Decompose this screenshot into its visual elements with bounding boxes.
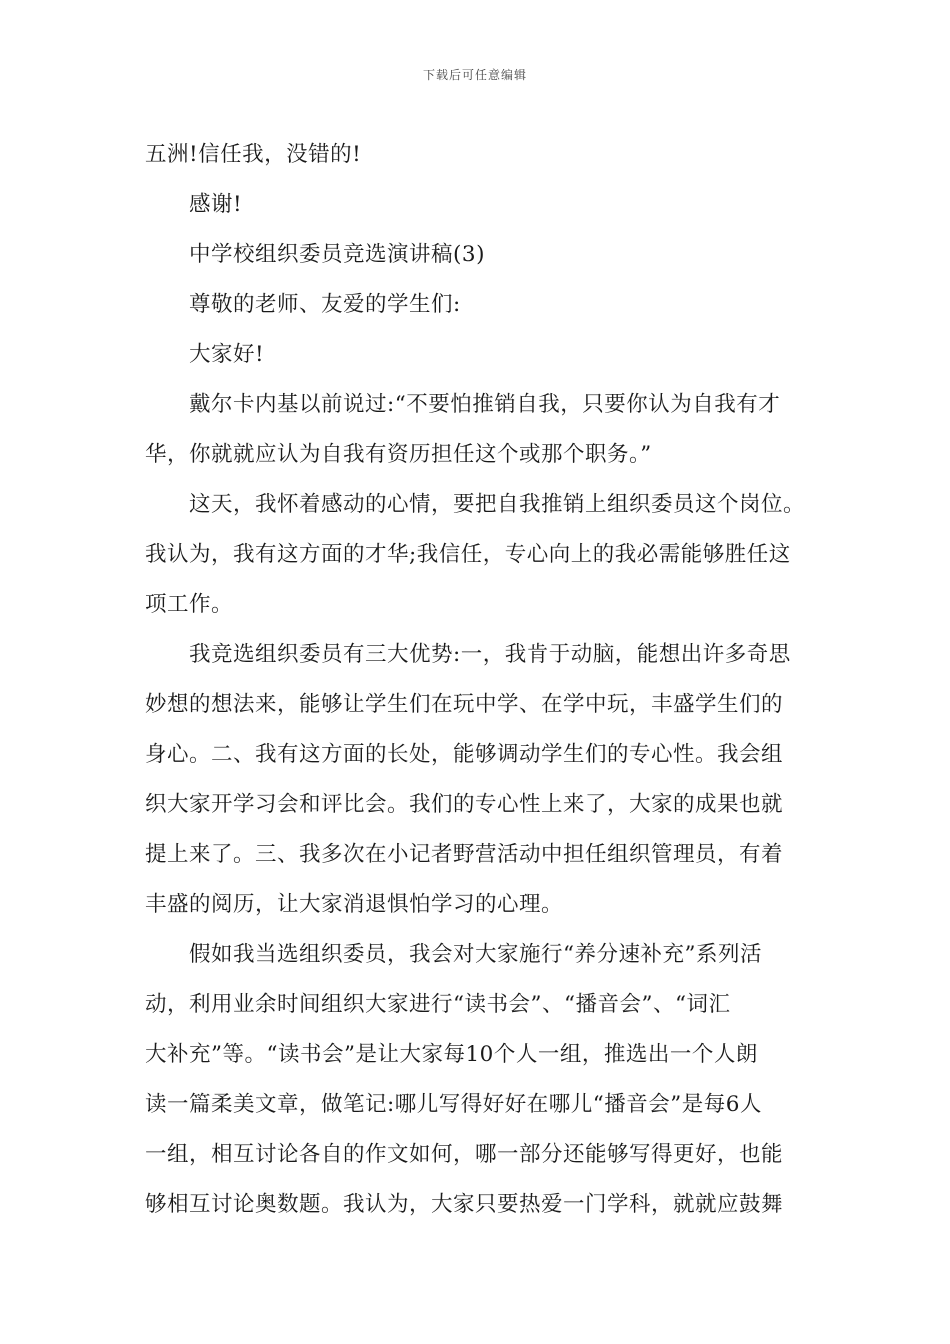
text-line: 我认为，我有这方面的才华;我信任，专心向上的我必需能够胜任这 — [145, 542, 791, 567]
text-line: 够相互讨论奥数题。我认为，大家只要热爱一门学科，就就应鼓舞 — [145, 1192, 784, 1217]
text-line: 尊敬的老师、友爱的学生们: — [189, 292, 461, 317]
page-header: 下载后可任意编辑 — [422, 68, 527, 82]
text-line: 读一篇柔美文章，做笔记:哪儿写得好好在哪儿“播音会”是每6人 — [145, 1092, 762, 1117]
text-line: 五洲!信任我，没错的! — [145, 142, 362, 167]
text-line: 戴尔卡内基以前说过:“不要怕推销自我，只要你认为自我有才 — [189, 392, 781, 417]
text-line: 动，利用业余时间组织大家进行“读书会”、“播音会”、“词汇 — [145, 992, 731, 1017]
text-line: 织大家开学习会和评比会。我们的专心性上来了，大家的成果也就 — [145, 792, 784, 817]
text-line: 中学校组织委员竞选演讲稿(3) — [189, 242, 485, 267]
text-line: 假如我当选组织委员，我会对大家施行“养分速补充”系列活 — [189, 942, 762, 967]
text-line: 丰盛的阅历，让大家消退惧怕学习的心理。 — [145, 892, 564, 917]
text-line: 项工作。 — [145, 592, 234, 617]
text-line: 一组，相互讨论各自的作文如何，哪一部分还能够写得更好，也能 — [145, 1142, 784, 1167]
text-line: 大家好! — [189, 342, 265, 367]
text-line: 我竞选组织委员有三大优势:一，我肯于动脑，能想出许多奇思 — [189, 642, 791, 667]
text-line: 华，你就就应认为自我有资历担任这个或那个职务。” — [145, 442, 652, 467]
document-body — [145, 130, 807, 1230]
text-line: 身心。二、我有这方面的长处，能够调动学生们的专心性。我会组 — [145, 742, 784, 767]
text-line: 这天，我怀着感动的心情，要把自我推销上组织委员这个岗位。 — [189, 492, 806, 517]
text-line: 提上来了。三、我多次在小记者野营活动中担任组织管理员，有着 — [145, 842, 784, 867]
text-line: 感谢! — [189, 192, 243, 217]
text-line: 大补充”等。“读书会”是让大家每10个人一组，推选出一个人朗 — [145, 1042, 758, 1067]
text-line: 妙想的想法来，能够让学生们在玩中学、在学中玩，丰盛学生们的 — [145, 692, 784, 717]
